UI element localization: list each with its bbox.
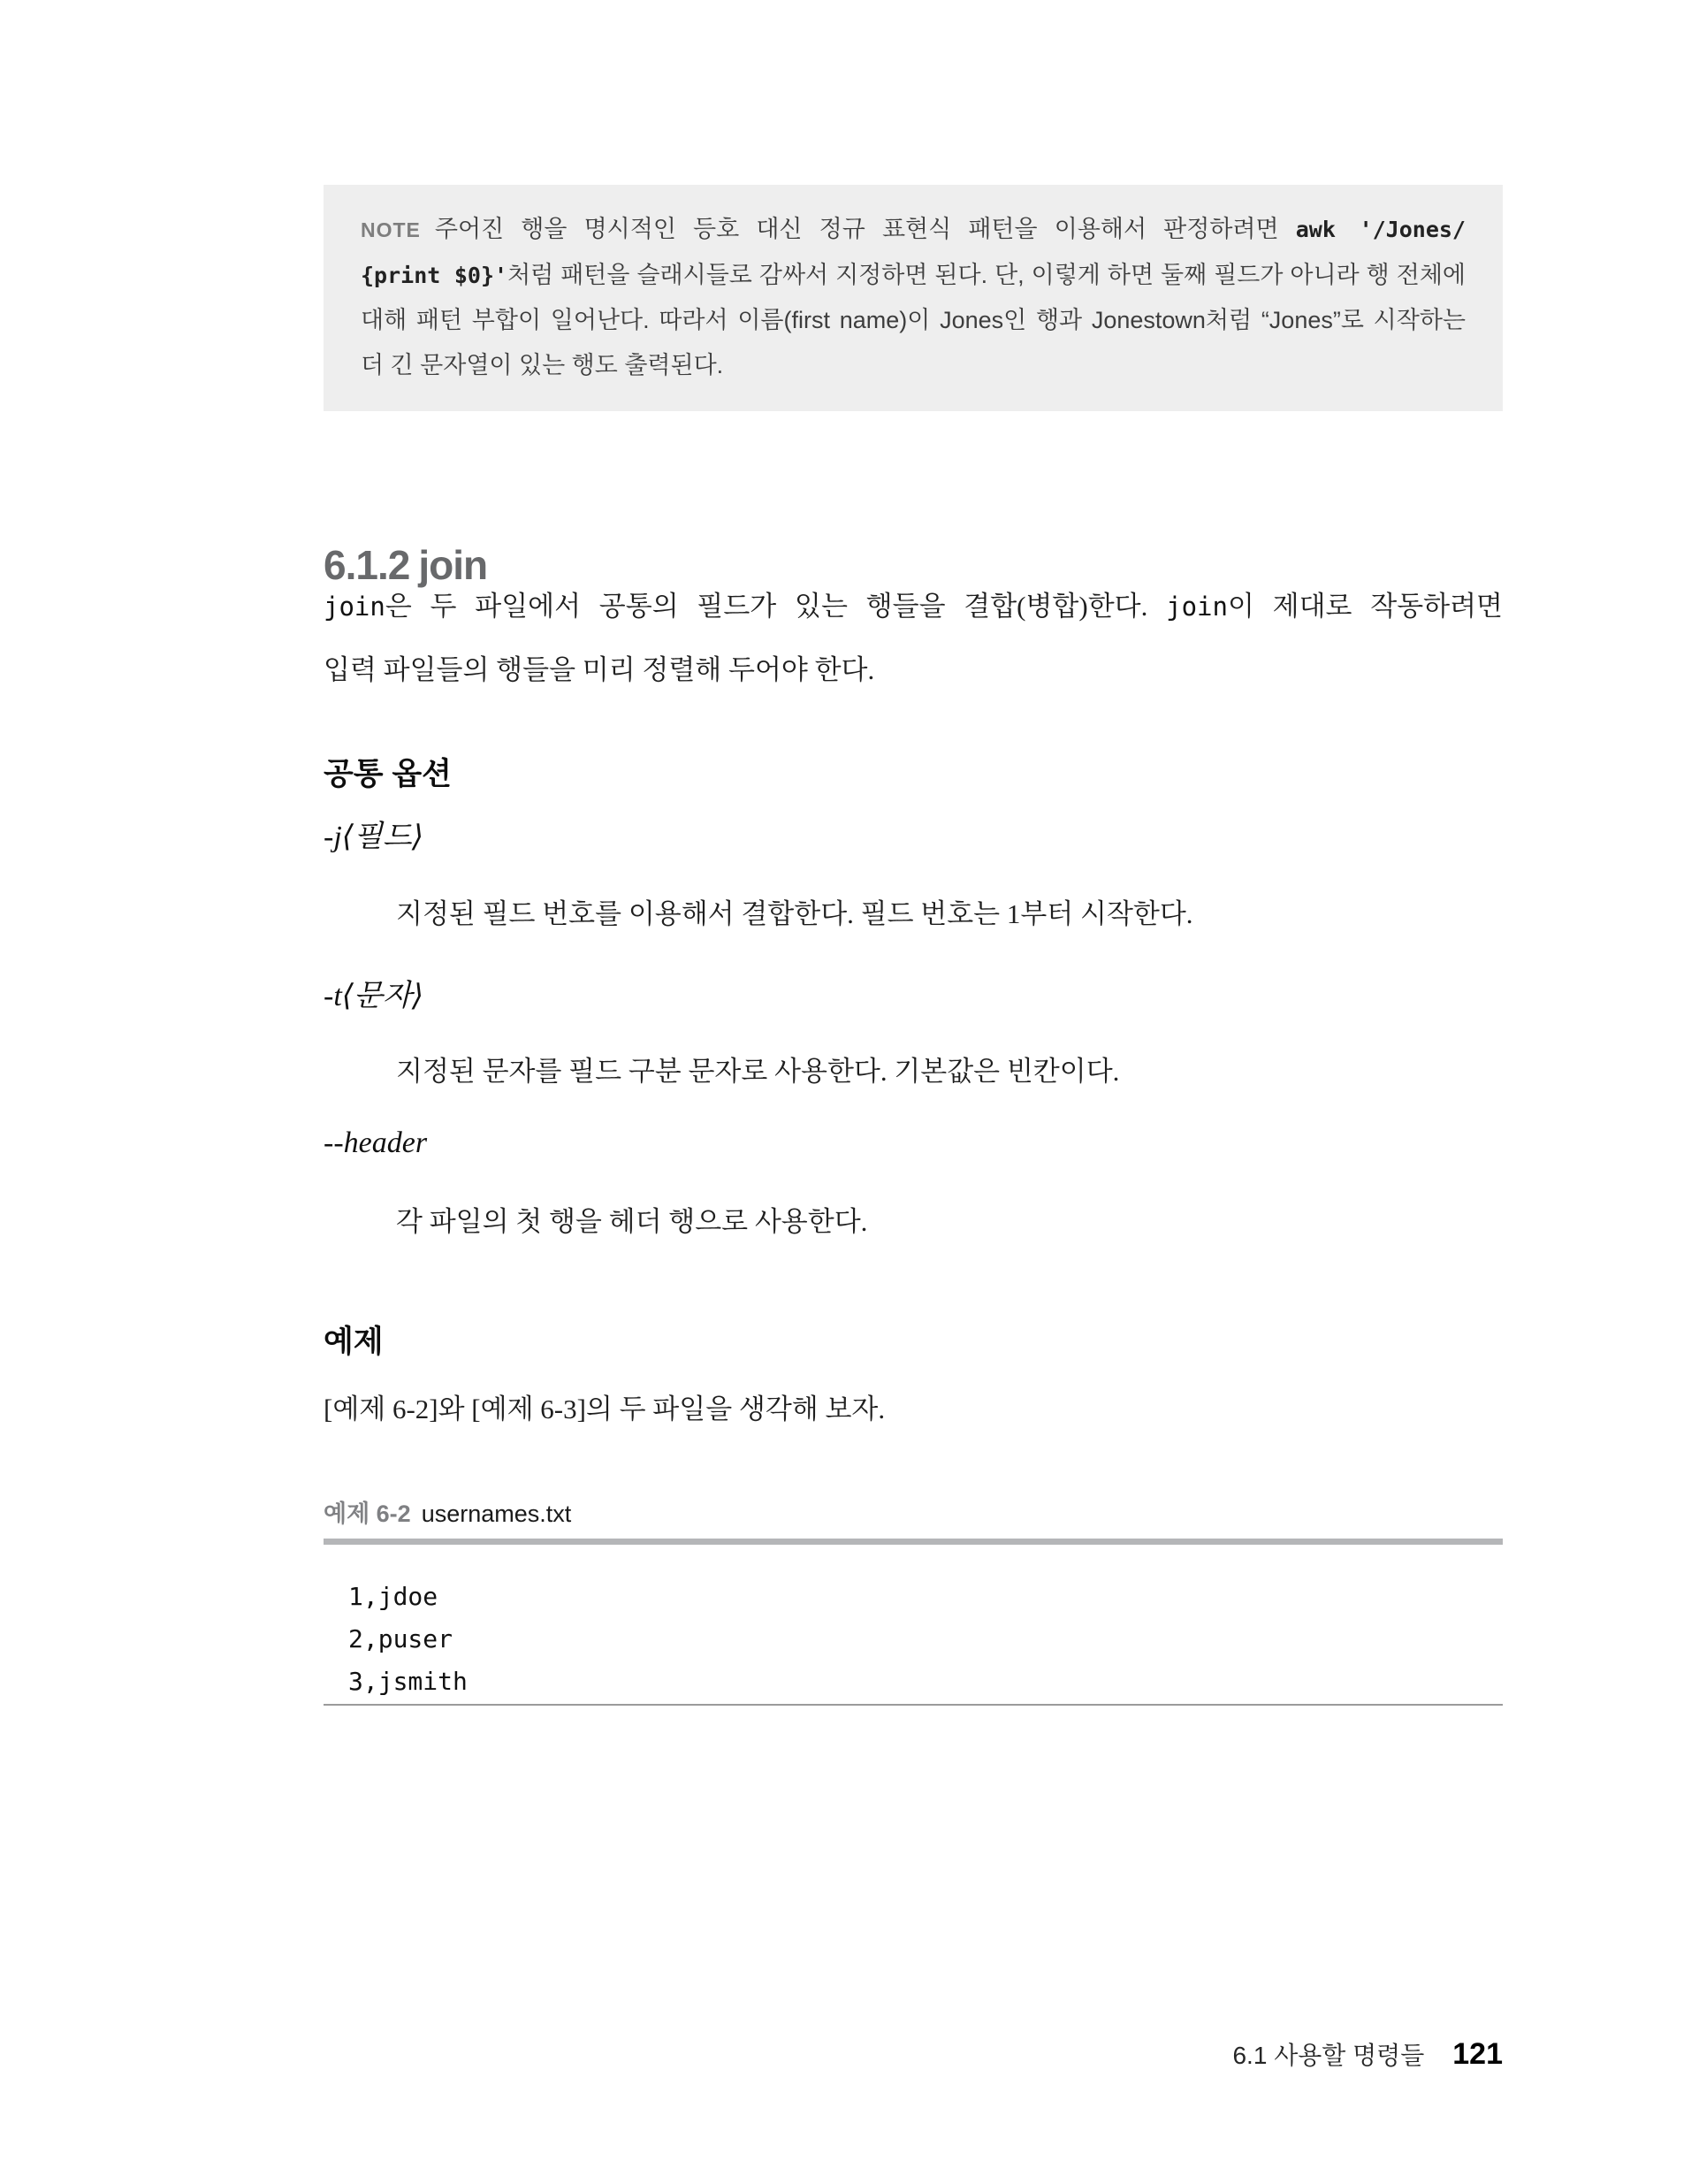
intro-line-2: 입력 파일들의 행들을 미리 정렬해 두어야 한다. <box>324 654 875 685</box>
footer-page-number: 121 <box>1452 2037 1503 2071</box>
note-text-1: 주어진 행을 명시적인 등호 대신 정규 표현식 패턴을 이용해서 판정하려면 <box>434 216 1296 242</box>
option-desc-j: 지정된 필드 번호를 이용해서 결합한다. 필드 번호는 1부터 시작한다. <box>396 898 1193 929</box>
option-desc-t: 지정된 문자를 필드 구분 문자로 사용한다. 기본값은 빈칸이다. <box>396 1056 1120 1087</box>
option-desc-header: 각 파일의 첫 행을 헤더 행으로 사용한다. <box>396 1206 868 1237</box>
intro-paragraph <box>324 575 1503 702</box>
page-footer <box>1232 2036 1503 2072</box>
note-line-2 <box>361 253 1466 298</box>
example-intro <box>324 1378 1503 1441</box>
code-block <box>348 1576 468 1703</box>
option-label-t: -t⟨문자⟩ <box>324 980 423 1012</box>
section-number: 6.1.2 <box>324 542 410 589</box>
inline-code-awk: awk '/Jones/ <box>1295 217 1466 242</box>
inline-code-print: {print $0}' <box>361 263 508 288</box>
section-name: join <box>418 542 488 589</box>
inline-code-join-2: join <box>1166 592 1228 622</box>
intro-text-2: 이 제대로 작동하려면 <box>1227 591 1503 622</box>
intro-text-1: 은 두 파일에서 공통의 필드가 있는 행들을 결합(병합)한다. <box>385 591 1167 622</box>
footer-section-title: 6.1 사용할 명령들 <box>1232 2042 1425 2069</box>
intro-line-1 <box>324 575 1503 638</box>
example-intro-line: [예제 6-2]와 [예제 6-3]의 두 파일을 생각해 보자. <box>324 1394 886 1424</box>
code-line-1: 1,jdoe <box>348 1582 438 1611</box>
example-heading: 예제 <box>324 1325 384 1359</box>
listing-bottom-rule <box>324 1704 1503 1706</box>
code-line-3: 3,jsmith <box>348 1667 468 1696</box>
note-box <box>324 185 1503 411</box>
note-label: NOTE <box>361 218 421 241</box>
inline-code-join-1: join <box>324 592 385 622</box>
option-label-j: -j⟨필드⟩ <box>324 821 423 853</box>
listing-caption <box>324 1494 571 1529</box>
note-line-1 <box>361 207 1466 253</box>
listing-top-rule <box>324 1539 1503 1545</box>
option-label-header: --header <box>324 1126 428 1159</box>
code-line-2: 2,puser <box>348 1624 453 1653</box>
note-line-4: 더 긴 문자열이 있는 행도 출력된다. <box>361 352 724 378</box>
options-heading: 공통 옵션 <box>324 757 452 791</box>
listing-label: 예제 6-2 <box>324 1501 411 1527</box>
note-line-3: 대해 패턴 부합이 일어난다. 따라서 이름(first name)이 Jones인 행과 Jonestown처럼 “Jones”로 시작하는 <box>361 307 1466 333</box>
listing-filename: usernames.txt <box>421 1501 572 1527</box>
note-text-2: 처럼 패턴을 슬래시들로 감싸서 지정하면 된다. 단, 이렇게 하면 둘째 필드가 아니라 행 전체에 <box>507 262 1466 288</box>
